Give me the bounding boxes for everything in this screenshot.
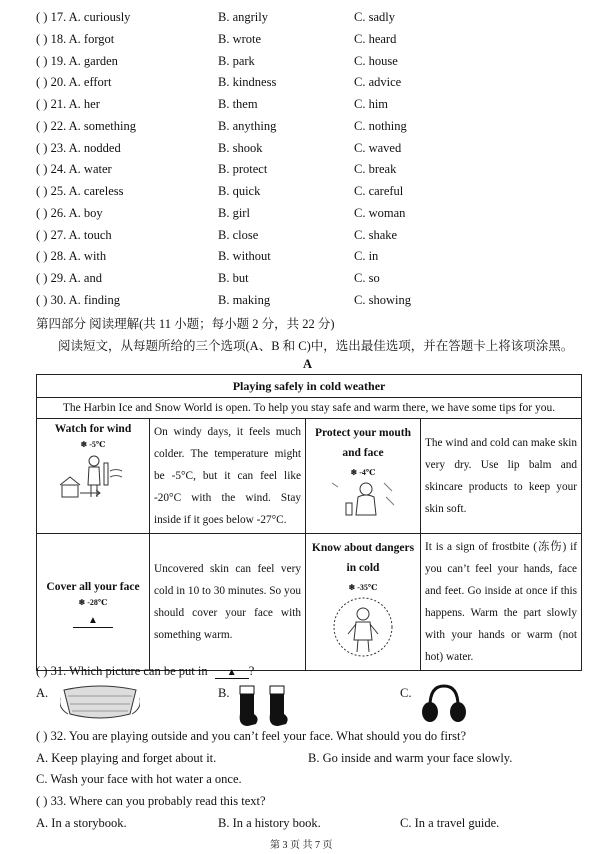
section-title: 第四部分 阅读理解(共 11 小题；每小题 2 分，共 22 分) [36, 317, 335, 331]
answer-blank: ▲ [215, 667, 249, 679]
tip-wind [37, 419, 150, 534]
question-31 [36, 664, 254, 679]
tip-mouth [306, 419, 421, 534]
tip-mouth-text: The wind and cold can make skin very dry. Use lip balm and skincare products to keep your skin soft. [421, 419, 582, 534]
question-33-stem: ( ) 33. Where can you probably read this text? [36, 794, 266, 808]
q33-option-b: B. In a history book. [218, 816, 321, 830]
tip-heading: Watch for wind [54, 423, 132, 435]
option-c: C. him [354, 97, 389, 111]
option-b: B. quick [218, 184, 261, 198]
cloze-option-row [0, 162, 607, 184]
question-32-stem: ( ) 32. You are playing outside and you can’t feel your face. What should you do first? [36, 729, 466, 743]
option-c: C. woman [354, 205, 406, 220]
tip-heading: Protect your mouth and face [314, 427, 412, 459]
option-c: C. house [354, 53, 398, 68]
question-stem: ( ) 31. Which picture can be put in [36, 664, 208, 678]
passage-letter: A [303, 357, 313, 371]
option-c: C. in [354, 249, 379, 264]
question-number-and-option-a: ( ) 22. A. something [36, 118, 136, 133]
tip-wind-text: On windy days, it feels much colder. The temperature might be -5°C, but it can feel like -20°C with the wind. Stay inside if it goes below -27°C. [150, 419, 306, 534]
frostbite-illustration-icon [332, 596, 394, 658]
option-b: B. but [218, 271, 249, 285]
tip-dangers [306, 534, 421, 671]
question-number-and-option-a: ( ) 19. A. garden [36, 53, 118, 68]
cloze-option-row [0, 32, 607, 54]
tip-cover-text: Uncovered skin can feel very cold in 10 to 30 minutes. So you should cover your face with something warm. [150, 534, 306, 671]
cloze-option-row [0, 54, 607, 76]
option-c: C. advice [354, 75, 402, 90]
question-number-and-option-a: ( ) 20. A. effort [36, 75, 112, 90]
q32-option-a: A. Keep playing and forget about it. [36, 751, 217, 765]
cloze-option-row [0, 10, 607, 32]
option-b: B. them [218, 97, 258, 111]
question-number-and-option-a: ( ) 18. A. forgot [36, 31, 115, 46]
cloze-option-row [0, 206, 607, 228]
earmuffs-picture-icon [422, 682, 466, 726]
page-footer: 第 3 页 共 7 页 [270, 840, 333, 851]
option-b: B. wrote [218, 31, 262, 46]
section-instruction: 阅读短文，从每题所给的三个选项(A、B 和 C)中，选出最佳选项，并在答题卡上将该项涂黑。 [58, 339, 574, 353]
question-number-and-option-a: ( ) 24. A. water [36, 162, 112, 177]
cloze-option-row [0, 249, 607, 271]
question-number-and-option-a: ( ) 30. A. finding [36, 292, 121, 307]
q33-option-c: C. In a travel guide. [400, 816, 500, 830]
option-c: C. sadly [354, 10, 395, 24]
passage-title: Playing safely in cold weather [37, 375, 582, 398]
question-number-and-option-a: ( ) 21. A. her [36, 97, 100, 111]
cloze-option-row [0, 119, 607, 141]
temperature-label: ❄ -5℃ [80, 440, 106, 449]
question-number-and-option-a: ( ) 23. A. nodded [36, 140, 121, 155]
question-number-and-option-a: ( ) 26. A. boy [36, 205, 103, 220]
option-c-label: C. [400, 686, 412, 700]
temperature-label: ❄ -35℃ [348, 583, 378, 592]
cloze-option-row [0, 141, 607, 163]
tip-heading: Cover all your face [46, 580, 140, 593]
question-number-and-option-a: ( ) 29. A. and [36, 271, 102, 285]
option-c: C. careful [354, 184, 404, 198]
tip-heading: Know about dangers in cold [311, 542, 415, 574]
option-c: C. so [354, 271, 380, 285]
cloze-option-row [0, 228, 607, 250]
option-b-label: B. [218, 686, 230, 700]
q32-option-b: B. Go inside and warm your face slowly. [308, 751, 513, 765]
option-b: B. protect [218, 162, 268, 177]
socks-picture-icon [232, 684, 296, 730]
question-number-and-option-a: ( ) 28. A. with [36, 249, 107, 264]
passage-table [36, 374, 582, 671]
option-b: B. anything [218, 118, 277, 133]
option-b: B. close [218, 227, 259, 242]
tip-cover [37, 534, 150, 671]
cloze-option-row [0, 97, 607, 119]
option-c: C. shake [354, 227, 398, 242]
cloze-option-row [0, 75, 607, 97]
option-b: B. park [218, 53, 255, 68]
wind-illustration-icon [58, 451, 128, 503]
q32-option-c: C. Wash your face with hot water a once. [36, 772, 242, 786]
option-b: B. shook [218, 140, 263, 155]
temperature-label: ❄ -4℃ [350, 468, 376, 477]
face-mask-picture-icon [60, 684, 140, 724]
option-c: C. waved [354, 140, 402, 155]
cloze-option-row [0, 184, 607, 206]
tip-dangers-text: It is a sign of frostbite (冻伤) if you can’t feel your hands, face and feet. Go inside at once if this happens. Warm the part slowly with your hands or warm (not hot) water. [421, 534, 582, 671]
option-b: B. girl [218, 205, 250, 220]
option-b: B. without [218, 249, 271, 264]
q33-option-a: A. In a storybook. [36, 816, 127, 830]
question-number-and-option-a: ( ) 25. A. careless [36, 184, 124, 198]
option-c: C. showing [354, 292, 411, 307]
cloze-option-row [0, 271, 607, 293]
question-end-mark: ? [248, 664, 255, 678]
question-number-and-option-a: ( ) 27. A. touch [36, 227, 112, 242]
passage-intro: The Harbin Ice and Snow World is open. To help you stay safe and warm there, we have some tips for you. [37, 398, 582, 419]
option-b: B. making [218, 292, 271, 307]
cloze-option-row [0, 293, 607, 315]
option-c: C. break [354, 162, 397, 177]
answer-blank: ▲ [73, 615, 113, 628]
option-c: C. nothing [354, 118, 407, 133]
option-a-label: A. [36, 686, 49, 700]
lip-balm-illustration-icon [328, 477, 398, 517]
temperature-label: ❄ -28℃ [78, 597, 108, 607]
option-b: B. angrily [218, 10, 268, 24]
option-c: C. heard [354, 31, 397, 46]
question-number-and-option-a: ( ) 17. A. curiously [36, 10, 131, 24]
option-b: B. kindness [218, 75, 277, 90]
